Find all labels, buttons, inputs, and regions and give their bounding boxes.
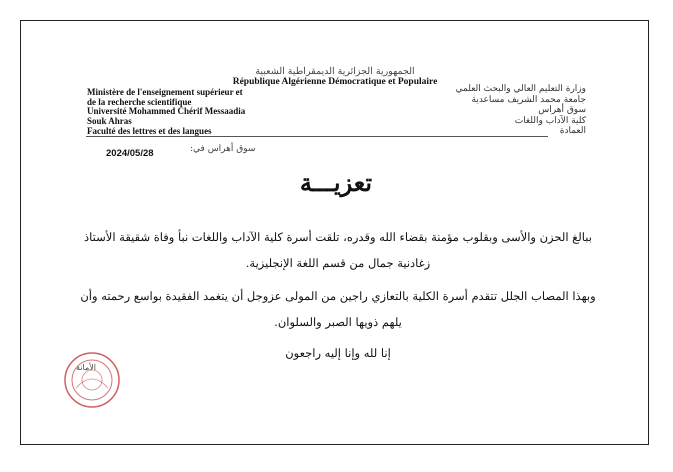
republic-arabic: الجمهورية الجزائرية الديمقراطية الشعبية [255, 66, 415, 77]
ar-line: العمادة [559, 126, 586, 137]
body-closing: إنا لله وإنا إليه راجعون [285, 346, 391, 360]
header-french-block [87, 88, 302, 137]
ar-line: جامعة محمد الشريف مساعدية [471, 94, 586, 105]
header-arabic-block [386, 84, 586, 137]
ar-line: سوق أهراس [538, 105, 586, 116]
header-divider [86, 136, 548, 137]
fr-line: Faculté des lettres et des langues [87, 125, 212, 136]
ar-line: وزارة التعليم العالي والبحث العلمي [455, 84, 586, 94]
body-paragraph-1: ببالغ الحزن والأسى وبقلوب مؤمنة بقضاء الله وقدره، تلقت أسرة كلية الآداب واللغات نبأ وفاة شقيقة الأستاذ زغادنية جمال من قسم اللغة الإنجليزية. [84, 230, 592, 270]
body-paragraph-2: وبهذا المصاب الجلل تتقدم أسرة الكلية بالتعازي راجين من المولى عزوجل أن يتغمد الفقيدة بواسع رحمته وأن يلهم ذويها الصبر والسلوان. [80, 289, 596, 329]
document-date: 2024/05/28 [106, 148, 154, 159]
ar-line: كلية الآداب واللغات [514, 115, 586, 126]
fr-line: Ministère de l'enseignement supérieur et [87, 87, 243, 97]
place-label: سوق أهراس في: [190, 144, 256, 154]
fr-line: Souk Ahras [87, 116, 132, 127]
stamp-label: الأمانة [76, 363, 97, 372]
republic-french: République Algérienne Démocratique et Populaire [232, 77, 438, 87]
page-title: تعزيـــة [299, 168, 373, 197]
fr-line: Université Mohammed Chérif Messaadia [87, 106, 246, 117]
stamp-seal-icon [62, 350, 122, 410]
fr-line: de la recherche scientifique [87, 96, 192, 107]
